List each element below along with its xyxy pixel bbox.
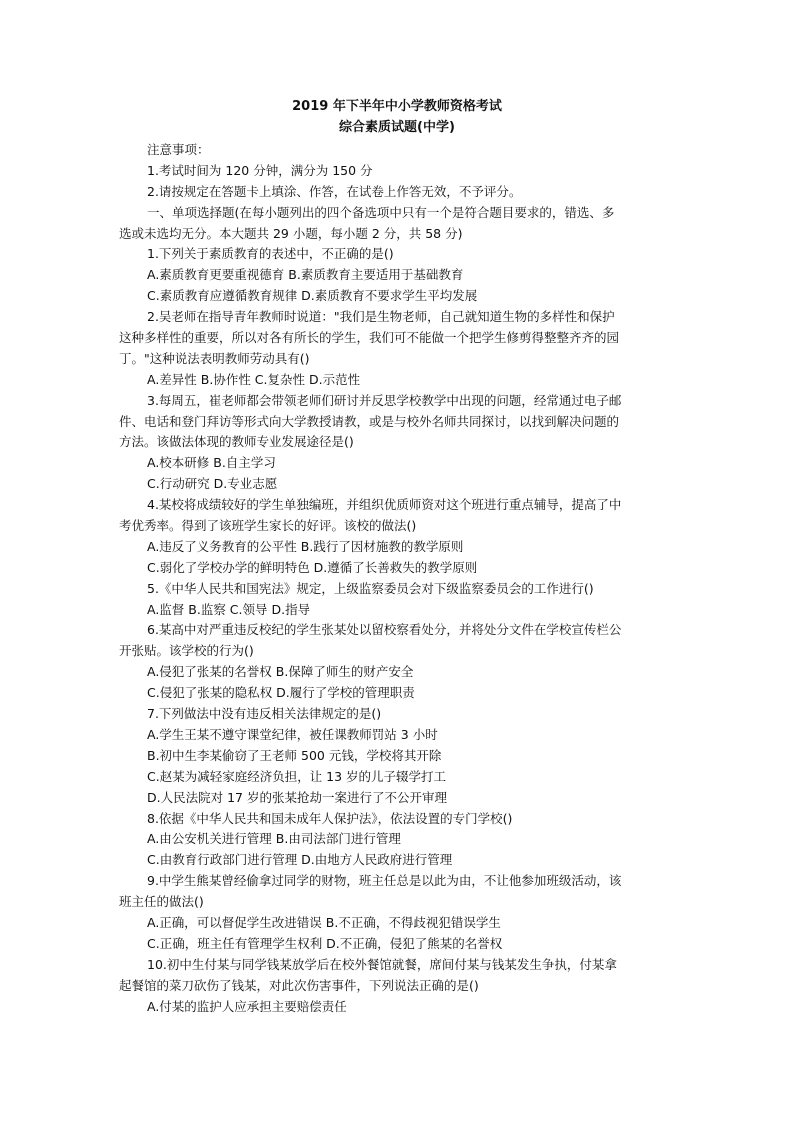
text-line: 2.吴老师在指导青年教师时说道："我们是生物老师，自己就知道生物的多样性和保护	[147, 309, 615, 325]
text-line: 6.某高中对严重违反校纪的学生张某处以留校察看处分，并将处分文件在学校宣传栏公	[147, 622, 622, 638]
text-line: C.素质教育应遵循教育规律 D.素质教育不要求学生平均发展	[147, 288, 478, 304]
text-line: 9.中学生熊某曾经偷拿过同学的财物，班主任总是以此为由，不让他参加班级活动，该	[147, 873, 622, 889]
text-line: 2.请按规定在答题卡上填涂、作答，在试卷上作答无效，不予评分。	[147, 183, 522, 199]
text-line: A.由公安机关进行管理 B.由司法部门进行管理	[147, 831, 401, 847]
text-line: 考优秀率。得到了该班学生家长的好评。该校的做法()	[119, 518, 417, 534]
text-line: 开张贴。该学校的行为()	[119, 643, 254, 659]
text-line: C.由教育行政部门进行管理 D.由地方人民政府进行管理	[147, 852, 453, 868]
text-line: 7.下列做法中没有违反相关法律规定的是()	[147, 706, 382, 722]
text-line: 5.《中华人民共和国宪法》规定，上级监察委员会对下级监察委员会的工作进行()	[147, 580, 594, 596]
exam-subtitle: 综合素质试题(中学)	[339, 120, 455, 135]
text-line: 起餐馆的菜刀砍伤了钱某，对此次伤害事件，下列说法正确的是()	[119, 977, 479, 993]
text-line: B.初中生李某偷窃了王老师 500 元钱，学校将其开除	[147, 747, 442, 763]
text-line: C.侵犯了张某的隐私权 D.履行了学校的管理职责	[147, 685, 415, 701]
text-line: 件、电话和登门拜访等形式向大学教授请教，或是与校外名师共同探讨，以找到解决问题的	[119, 413, 620, 429]
text-line: A.学生王某不遵守课堂纪律，被任课教师罚站 3 小时	[147, 726, 438, 742]
text-line: 一、单项选择题(在每小题列出的四个备选项中只有一个是符合题目要求的，错选、多	[147, 204, 615, 220]
text-line: D.人民法院对 17 岁的张某抢劫一案进行了不公开审理	[147, 789, 447, 805]
text-line: 注意事项：	[147, 142, 210, 157]
text-line: C.赵某为减轻家庭经济负担，让 13 岁的儿子辍学打工	[147, 768, 447, 784]
text-line: 1.考试时间为 120 分钟，满分为 150 分	[147, 162, 373, 178]
text-line: 10.初中生付某与同学钱某放学后在校外餐馆就餐，席间付某与钱某发生争执，付某拿	[147, 956, 617, 972]
text-line: C.弱化了学校办学的鲜明特色 D.遵循了长善救失的教学原则	[147, 559, 478, 575]
text-line: A.差异性 B.协作性 C.复杂性 D.示范性	[147, 371, 361, 387]
text-line: A.付某的监护人应承担主要赔偿责任	[147, 998, 347, 1014]
text-line: 方法。该做法体现的教师专业发展途径是()	[119, 434, 354, 450]
text-line: C.行动研究 D.专业志愿	[147, 476, 278, 492]
exam-title: 2019 年下半年中小学教师资格考试	[292, 99, 502, 114]
text-line: 8.依据《中华人民共和国未成年人保护法》，依法设置的专门学校()	[147, 810, 513, 826]
text-line: A.侵犯了张某的名誉权 B.保障了师生的财产安全	[147, 664, 414, 680]
text-line: 1.下列关于素质教育的表述中，不正确的是()	[147, 246, 394, 262]
text-line: 4.某校将成绩较好的学生单独编班，并组织优质师资对这个班进行重点辅导，提高了中	[147, 497, 622, 513]
document-body	[119, 140, 677, 1017]
text-line: A.素质教育更要重视德育 B.素质教育主要适用于基础教育	[147, 267, 464, 283]
text-line: 这种多样性的重要，所以对各有所长的学生，我们可不能做一个把学生修剪得整整齐齐的园	[119, 330, 620, 346]
text-line: 丁。"这种说法表明教师劳动具有()	[119, 350, 310, 366]
text-line: 选或未选均无分。本大题共 29 小题，每小题 2 分，共 58 分)	[119, 225, 463, 241]
text-line: 班主任的做法()	[119, 894, 204, 910]
text-line: 3.每周五，崔老师都会带领老师们研讨并反思学校教学中出现的问题，经常通过电子邮	[147, 392, 622, 408]
text-line: A.正确，可以督促学生改进错误 B.不正确，不得歧视犯错误学生	[147, 914, 501, 930]
text-line: C.正确，班主任有管理学生权利 D.不正确，侵犯了熊某的名誉权	[147, 935, 503, 951]
text-line: A.监督 B.监察 C.领导 D.指导	[147, 601, 311, 617]
text-line: A.校本研修 B.自主学习	[147, 455, 276, 471]
text-line: A.违反了义务教育的公平性 B.践行了因材施教的教学原则	[147, 538, 464, 554]
